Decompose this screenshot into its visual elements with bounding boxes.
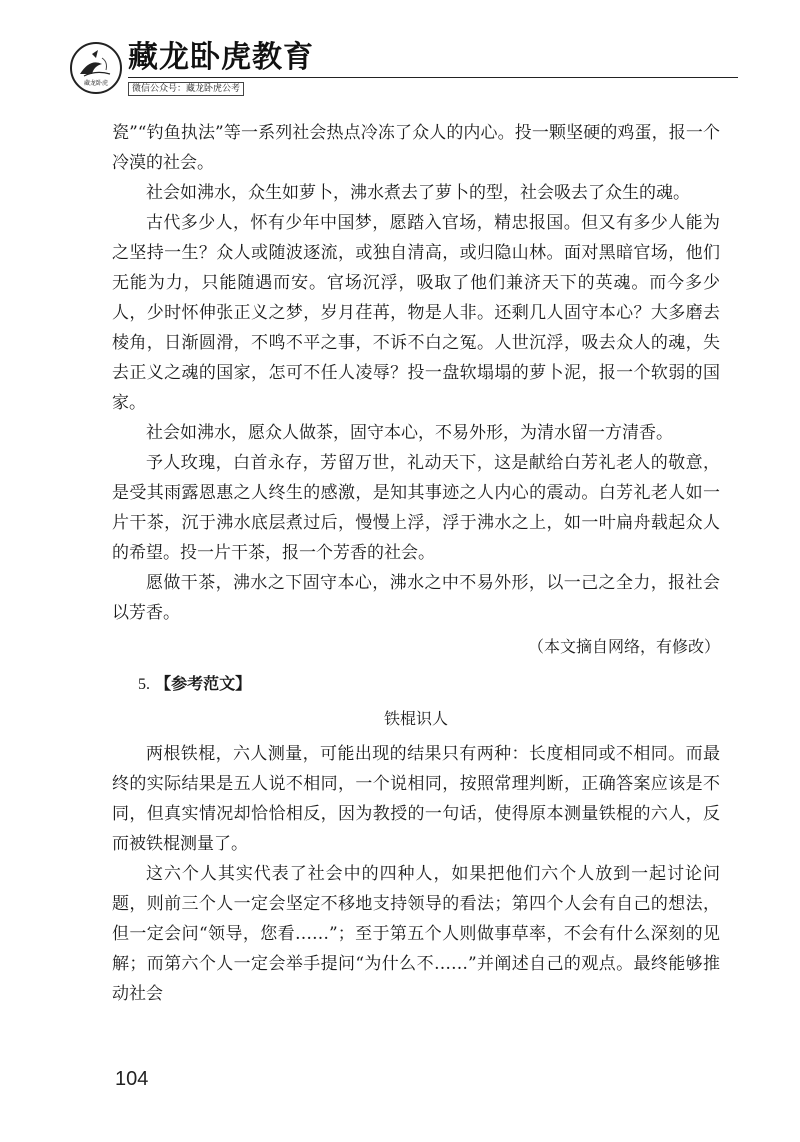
paragraph: 两根铁棍，六人测量，可能出现的结果只有两种：长度相同或不相同。而最终的实际结果是五人说不相同，一个说相同，按照常理判断，正确答案应该是不同，但真实情况却恰恰相反，因为教授的一句话，使得原本测量铁棍的六人，反而被铁棍测量了。 [112, 744, 720, 854]
page-header [0, 0, 800, 110]
source-note: （本文摘自网络，有修改） [527, 637, 720, 656]
essay-title: 铁棍识人 [383, 709, 448, 728]
paragraph: 社会如沸水，众生如萝卜，沸水煮去了萝卜的型，社会吸去了众生的魂。 [146, 183, 690, 203]
section-number: 5. [138, 676, 150, 693]
brand-title: 藏龙卧虎教育 [128, 40, 314, 75]
section-heading [112, 668, 720, 701]
logo-text: 藏龙卧虎 [83, 80, 108, 87]
paragraph: 瓷”“钓鱼执法”等一系列社会热点冷冻了众人的内心。投一颗坚硬的鸡蛋，报一个冷漠的社会。 [112, 123, 720, 173]
logo [70, 42, 122, 94]
brand-subtitle: 微信公众号：藏龙卧虎公考 [128, 82, 244, 96]
paragraph: 愿做干茶，沸水之下固守本心，沸水之中不易外形，以一己之全力，报社会以芳香。 [112, 573, 720, 623]
page-body [112, 118, 720, 1009]
paragraph: 社会如沸水，愿众人做茶，固守本心，不易外形，为清水留一方清香。 [146, 423, 673, 443]
section-label: 【参考范文】 [155, 674, 252, 693]
paragraph: 这六个人其实代表了社会中的四种人，如果把他们六个人放到一起讨论问题，则前三个人一定会坚定不移地支持领导的看法；第四个人会有自己的想法，但一定会问“领导，您看……”；至于第五个人则做事草率，不会有什么深刻的见解；而第六个人一定会举手提问“为什么不……”并阐述自己的观点。最终能够推动社会 [112, 864, 720, 1004]
paragraph: 予人玫瑰，白首永存，芳留万世，礼动天下，这是献给白芳礼老人的敬意，是受其雨露恩惠之人终生的感激，是知其事迹之人内心的震动。白芳礼老人如一片干茶，沉于沸水底层煮过后，慢慢上浮，浮于沸水之上，如一叶扁舟载起众人的希望。投一片干茶，报一个芳香的社会。 [112, 453, 720, 563]
page-number: 104 [115, 1068, 149, 1090]
header-divider [128, 77, 738, 78]
paragraph: 古代多少人，怀有少年中国梦，愿踏入官场，精忠报国。但又有多少人能为之坚持一生？众人或随波逐流，或独自清高，或归隐山林。面对黑暗官场，他们无能为力，只能随遇而安。官场沉浮，吸取了他们兼济天下的英魂。而今多少人，少时怀伸张正义之梦，岁月荏苒，物是人非。还剩几人固守本心？大多磨去棱角，日渐圆滑，不鸣不平之事，不诉不白之冤。人世沉浮，吸去众人的魂，失去正义之魂的国家，怎可不任人凌辱？投一盘软塌塌的萝卜泥，报一个软弱的国家。 [112, 213, 720, 413]
